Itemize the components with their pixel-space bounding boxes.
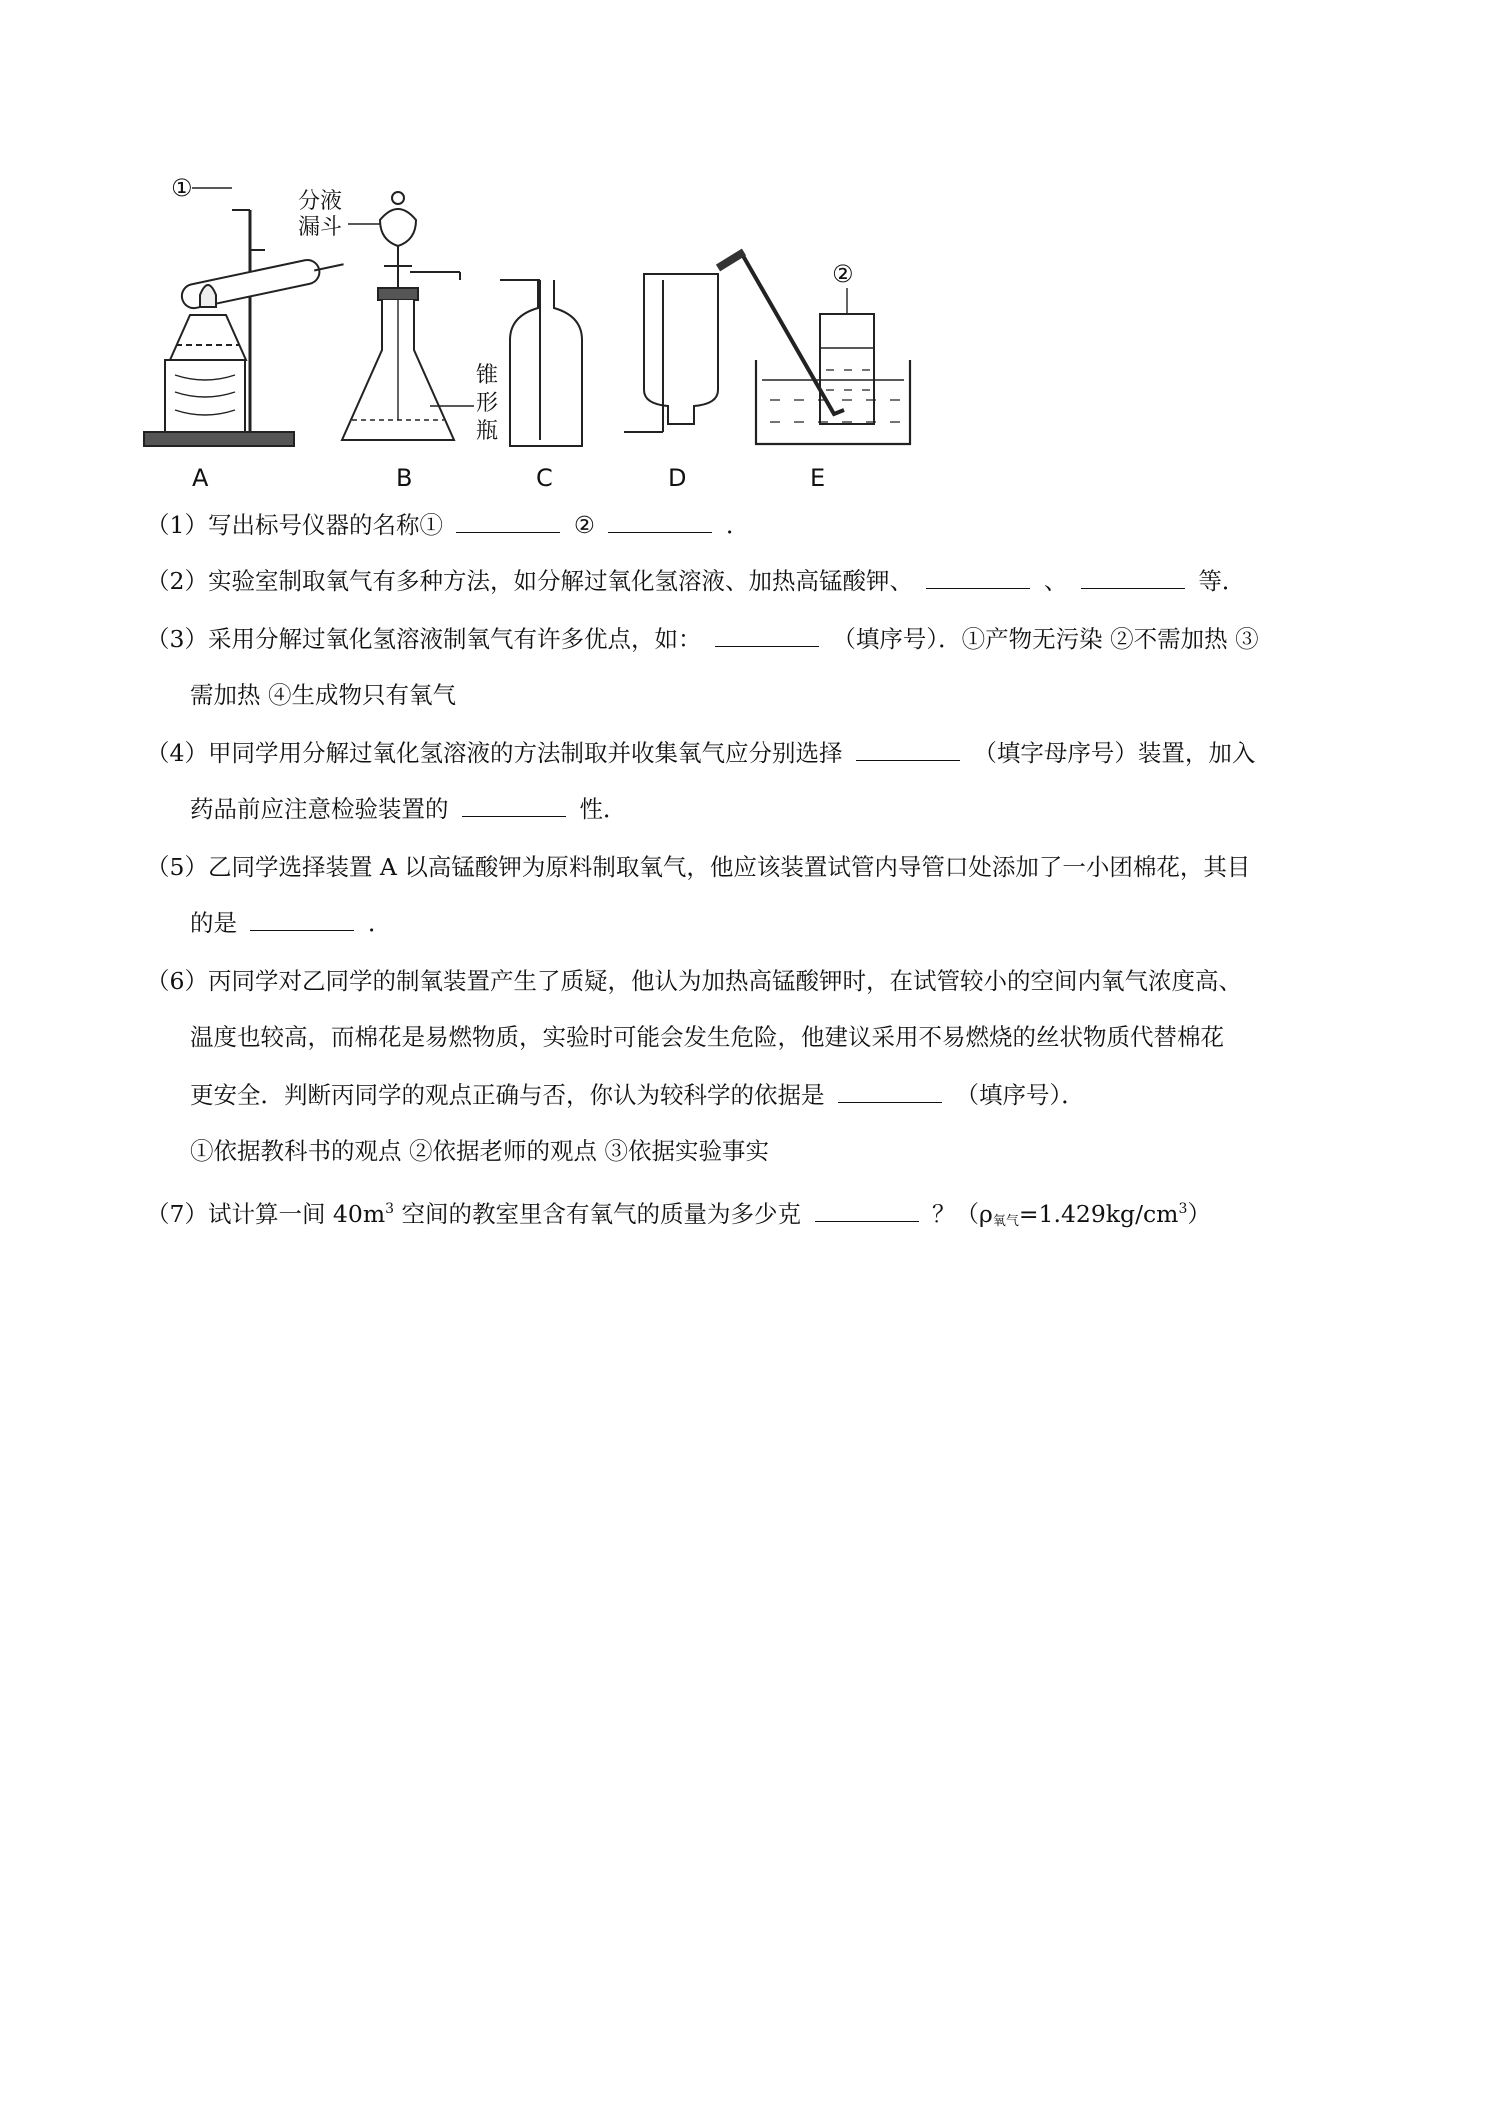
q7-text-e: ） xyxy=(1187,1200,1211,1228)
q3-blank[interactable] xyxy=(715,624,819,647)
q2-blank-1[interactable] xyxy=(926,566,1030,589)
q6-text-line3b: （填序号）． xyxy=(955,1081,1085,1109)
q1-blank-1[interactable] xyxy=(456,510,560,533)
label-d: D xyxy=(668,464,687,492)
question-4-line-2 xyxy=(190,794,1405,824)
q7-sub-c: 氧气 xyxy=(992,1214,1019,1229)
q3-text-a: （3）采用分解过氧化氢溶液制氧气有许多优点，如： xyxy=(146,625,702,653)
q7-text-d: =1.429kg/cm xyxy=(1018,1200,1179,1228)
question-4 xyxy=(146,738,1361,768)
fenye-label-line2: 漏斗 xyxy=(298,215,343,240)
q2-text-c: 等． xyxy=(1198,567,1246,595)
zhuixing-label-2: 形 xyxy=(476,391,499,416)
q4-text-line2a: 药品前应注意检验装置的 xyxy=(190,795,449,823)
zhuixing-label-3: 瓶 xyxy=(476,419,499,444)
marker-1-label: ① xyxy=(171,174,193,202)
question-2 xyxy=(146,566,1361,596)
question-1 xyxy=(146,510,1361,540)
q2-blank-2[interactable] xyxy=(1081,566,1185,589)
q5-blank[interactable] xyxy=(250,908,354,931)
label-e: E xyxy=(810,464,826,492)
q6-text-line3a: 更安全．判断丙同学的观点正确与否，你认为较科学的依据是 xyxy=(190,1081,825,1109)
q4-text-a: （4）甲同学用分解过氧化氢溶液的方法制取并收集氧气应分别选择 xyxy=(146,739,843,767)
fenye-label-line1: 分液 xyxy=(298,189,343,214)
question-5-line-2 xyxy=(190,908,1405,938)
q4-blank-2[interactable] xyxy=(462,794,566,817)
question-6-line-4 xyxy=(190,1136,1405,1166)
marker-2-label: ② xyxy=(832,260,854,288)
q2-text-a: （2）实验室制取氧气有多种方法，如分解过氧化氢溶液、加热高锰酸钾、 xyxy=(146,567,913,595)
q4-text-b: （填字母序号）装置，加入 xyxy=(973,739,1256,767)
question-6-line-2 xyxy=(190,1022,1405,1052)
q1-text-b: ② xyxy=(573,511,595,539)
question-5 xyxy=(146,852,1361,882)
q7-sup-a: 3 xyxy=(385,1201,395,1217)
apparatus-diagram xyxy=(140,170,1020,500)
q6-text-line4: ①依据教科书的观点 ②依据老师的观点 ③依据实验事实 xyxy=(190,1137,769,1165)
q1-text-c: ． xyxy=(725,511,750,539)
apparatus-b xyxy=(298,189,498,492)
question-6-line-3 xyxy=(190,1080,1405,1110)
question-3-line-2 xyxy=(190,680,1405,710)
label-c: C xyxy=(536,464,553,492)
q3-text-line2: 需加热 ④生成物只有氧气 xyxy=(190,681,456,709)
q6-text-line2: 温度也较高，而棉花是易燃物质，实验时可能会发生危险，他建议采用不易燃烧的丝状物质代替棉花 xyxy=(190,1023,1224,1051)
q3-text-b: （填序号）．①产物无污染 ②不需加热 ③ xyxy=(832,625,1259,653)
question-3 xyxy=(146,624,1361,654)
q4-blank-1[interactable] xyxy=(856,738,960,761)
q7-blank[interactable] xyxy=(815,1199,919,1222)
q2-text-b: 、 xyxy=(1043,567,1068,595)
question-6 xyxy=(146,966,1361,996)
q5-text-a: （5）乙同学选择装置 A 以高锰酸钾为原料制取氧气，他应该装置试管内导管口处添加了一小团棉花，其目 xyxy=(146,853,1251,881)
apparatus-figure xyxy=(140,170,1020,500)
zhuixing-label-1: 锥 xyxy=(476,363,499,388)
apparatus-e xyxy=(718,252,910,492)
apparatus-c xyxy=(500,280,582,492)
q1-text-a: （1）写出标号仪器的名称① xyxy=(146,511,443,539)
q7-sup-d: 3 xyxy=(1178,1201,1188,1217)
q7-text-a: （7）试计算一间 40m xyxy=(146,1200,386,1228)
q5-text-line2a: 的是 xyxy=(190,909,237,937)
q4-text-line2b: 性． xyxy=(579,795,627,823)
q7-text-c: ？（ρ xyxy=(931,1200,993,1228)
apparatus-d xyxy=(624,274,718,492)
q7-text-b: 空间的教室里含有氧气的质量为多少克 xyxy=(401,1200,802,1228)
q1-blank-2[interactable] xyxy=(608,510,712,533)
q6-text-a: （6）丙同学对乙同学的制氧装置产生了质疑，他认为加热高锰酸钾时，在试管较小的空间内氧气浓度高、 xyxy=(146,967,1242,995)
label-b: B xyxy=(396,464,413,492)
question-7 xyxy=(146,1194,1361,1237)
label-a: A xyxy=(192,464,209,492)
q5-text-line2b: ． xyxy=(367,909,392,937)
q6-blank[interactable] xyxy=(838,1080,942,1103)
